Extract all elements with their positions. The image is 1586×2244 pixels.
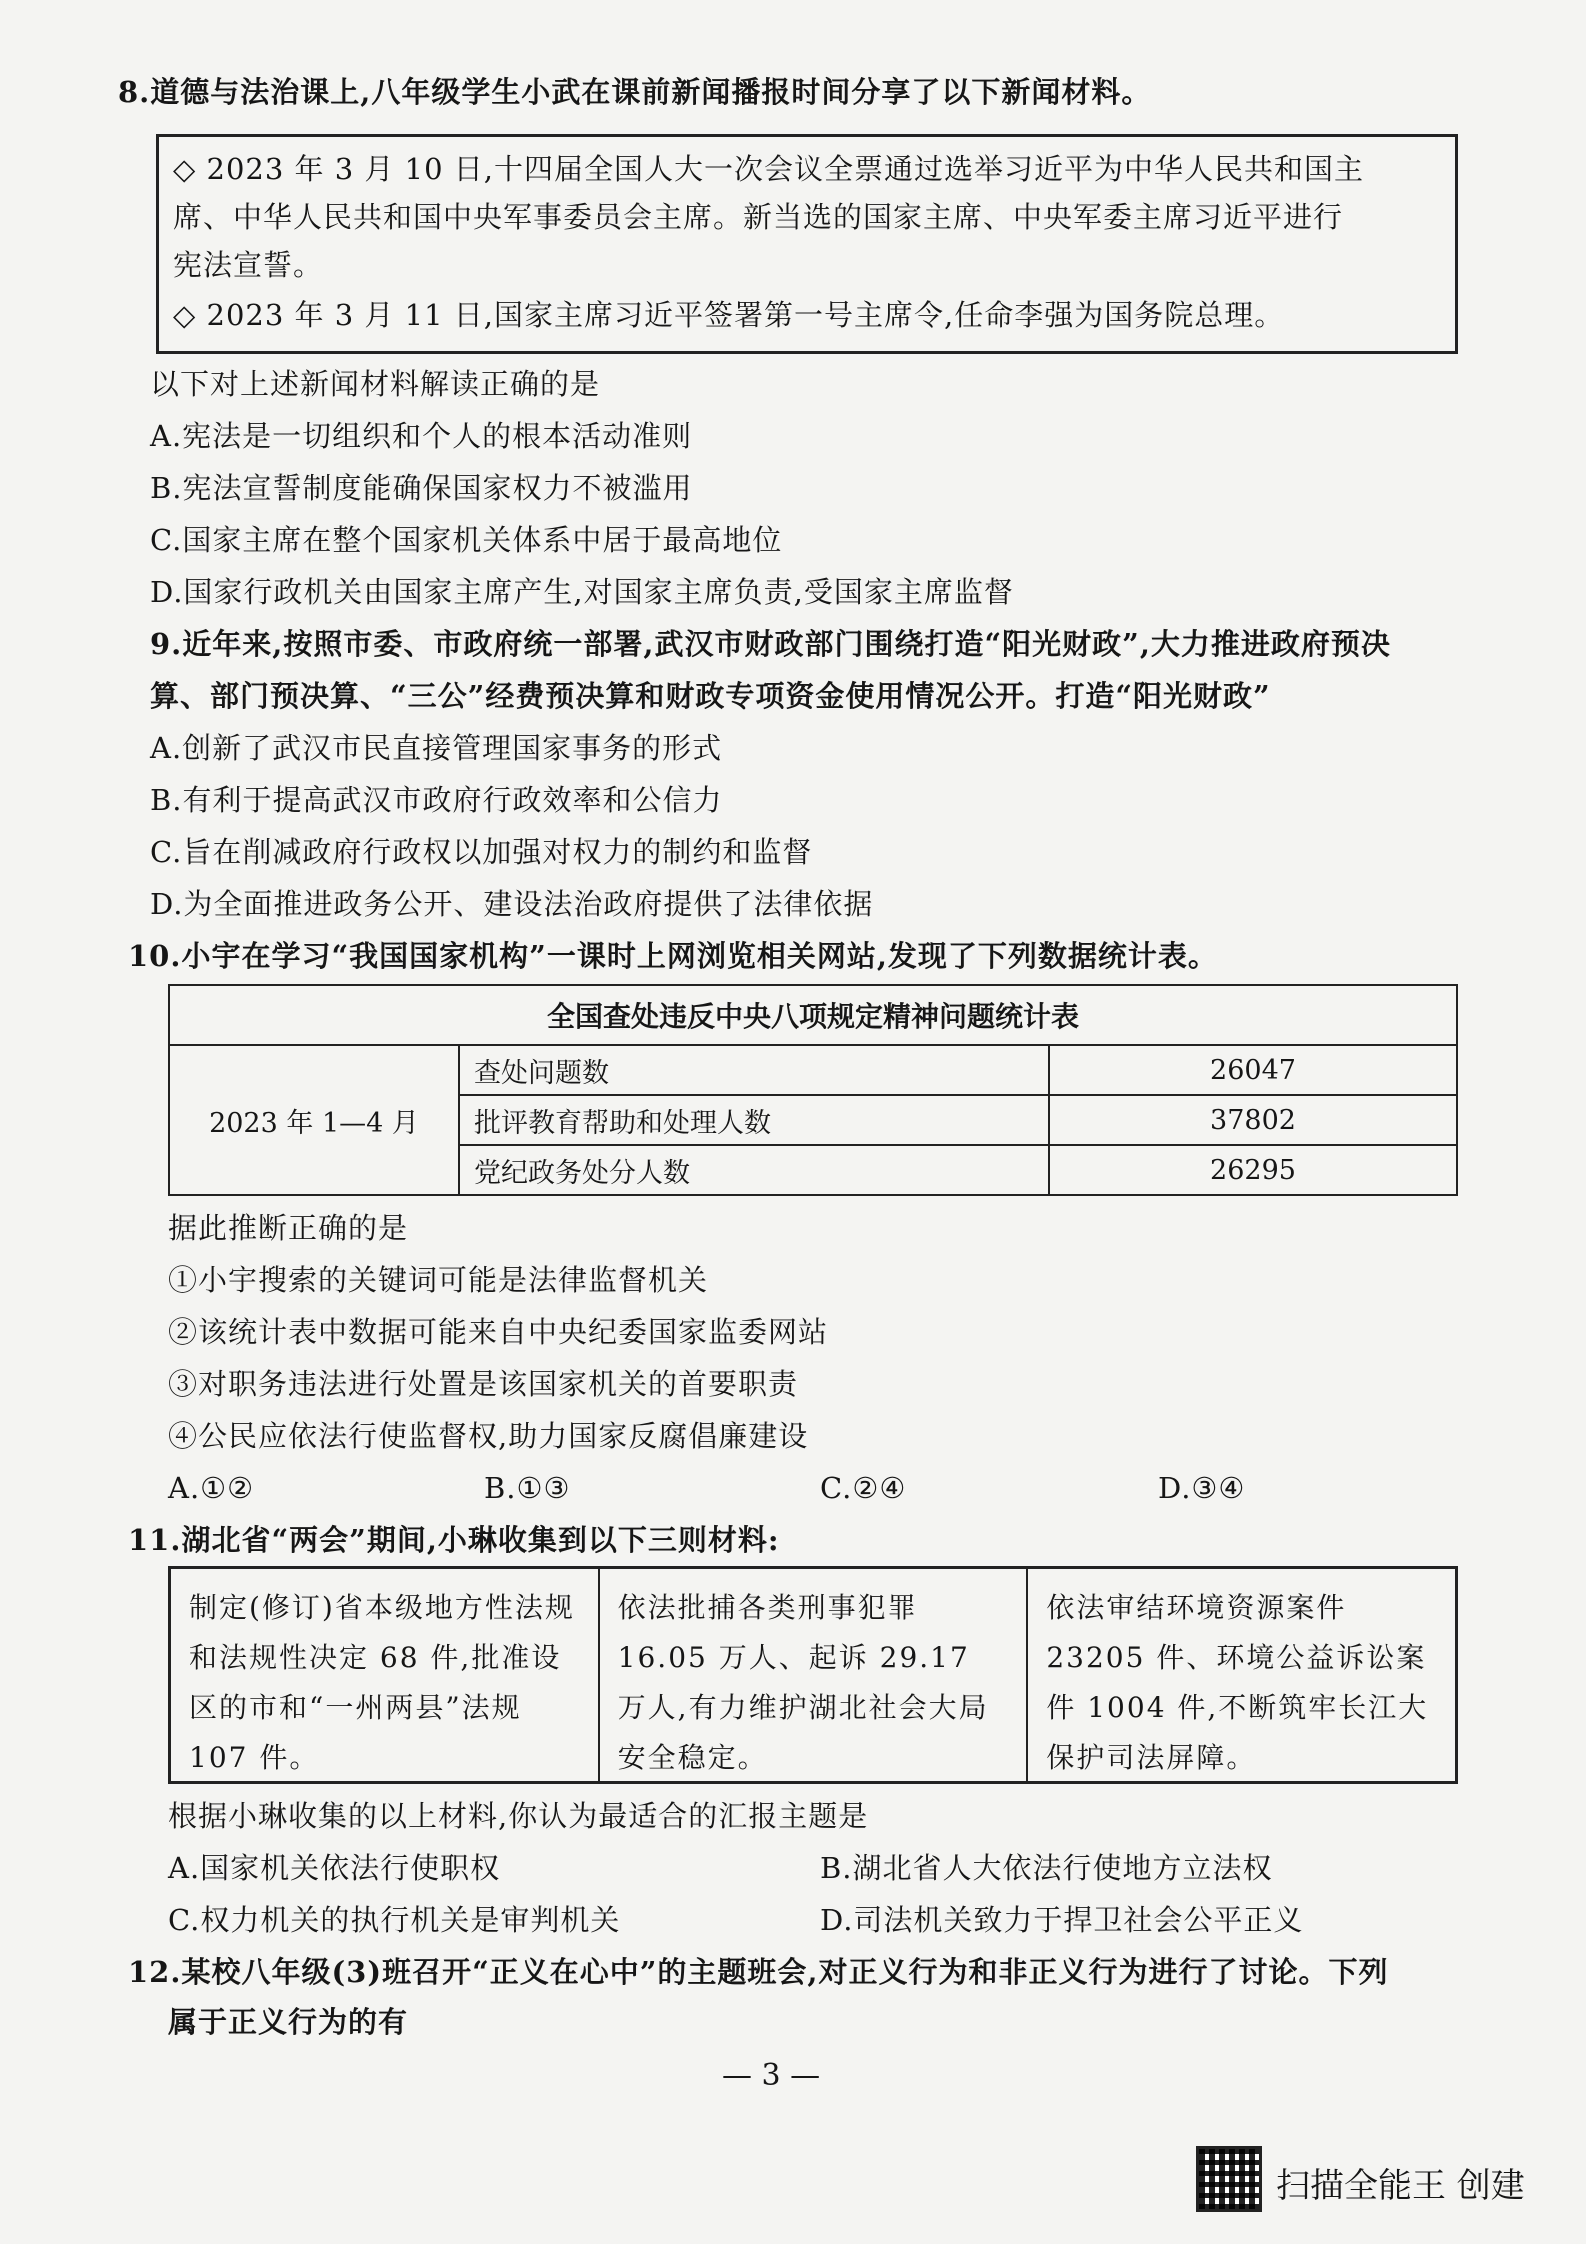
q10-choice-b: B.①③	[484, 1471, 571, 1505]
q8-news-box	[156, 134, 1458, 354]
q10-statement-1: ①小宇搜索的关键词可能是法律监督机关	[168, 1263, 709, 1297]
q8-prompt: 以下对上述新闻材料解读正确的是	[150, 367, 601, 401]
q10-row-1-label: 查处问题数	[459, 1045, 1049, 1095]
q8-news-line-4: ◇ 2023 年 3 月 11 日,国家主席习近平签署第一号主席令,任命李强为国务院总理。	[173, 298, 1285, 332]
q10-row-2-label: 批评教育帮助和处理人数	[459, 1095, 1049, 1145]
q10-statement-3: ③对职务违法进行处置是该国家机关的首要职责	[168, 1367, 799, 1401]
q11-option-a: A.国家机关依法行使职权	[168, 1851, 501, 1885]
q11-material-3: 依法审结环境资源案件 23205 件、环境公益诉讼案件 1004 件,不断筑牢长江大保护司法屏障。	[1026, 1569, 1455, 1781]
q9-option-a: A.创新了武汉市民直接管理国家事务的形式	[150, 731, 723, 765]
q9-option-d: D.为全面推进政务公开、建设法治政府提供了法律依据	[150, 887, 874, 921]
q11-materials-box	[168, 1566, 1458, 1784]
q8-option-b: B.宪法宣誓制度能确保国家权力不被滥用	[150, 471, 693, 505]
q9-option-c: C.旨在削减政府行政权以加强对权力的制约和监督	[150, 835, 813, 869]
q10-choice-a: A.①②	[168, 1471, 255, 1505]
q10-stem: 10.小宇在学习“我国国家机构”一课时上网浏览相关网站,发现了下列数据统计表。	[128, 939, 1218, 973]
q11-option-c: C.权力机关的执行机关是审判机关	[168, 1903, 621, 1937]
q8-option-a: A.宪法是一切组织和个人的根本活动准则	[150, 419, 693, 453]
q9-option-b: B.有利于提高武汉市政府行政效率和公信力	[150, 783, 723, 817]
q8-stem: 8.道德与法治课上,八年级学生小武在课前新闻播报时间分享了以下新闻材料。	[118, 75, 1152, 109]
q10-row-3-value: 26295	[1049, 1145, 1457, 1195]
page-number: — 3 —	[722, 2058, 821, 2093]
q8-news-line-2: 席、中华人民共和国中央军事委员会主席。新当选的国家主席、中央军委主席习近平进行	[173, 200, 1344, 234]
q10-period: 2023 年 1—4 月	[169, 1045, 459, 1195]
q10-table-title: 全国查处违反中央八项规定精神问题统计表	[169, 985, 1457, 1045]
q11-stem: 11.湖北省“两会”期间,小琳收集到以下三则材料:	[128, 1523, 780, 1557]
q10-choice-d: D.③④	[1158, 1471, 1246, 1505]
q8-news-line-1: ◇ 2023 年 3 月 10 日,十四届全国人大一次会议全票通过选举习近平为中华人民共和国主	[173, 152, 1364, 186]
q11-option-b: B.湖北省人大依法行使地方立法权	[820, 1851, 1273, 1885]
q8-news-line-3: 宪法宣誓。	[173, 248, 324, 282]
q10-stats-table	[168, 984, 1458, 1196]
q9-stem-line-2: 算、部门预决算、“三公”经费预决算和财政专项资金使用情况公开。打造“阳光财政”	[150, 679, 1271, 713]
q10-prompt: 据此推断正确的是	[168, 1211, 409, 1245]
q10-choice-c: C.②④	[820, 1471, 907, 1505]
q11-option-d: D.司法机关致力于捍卫社会公平正义	[820, 1903, 1304, 1937]
qr-code-icon	[1196, 2146, 1262, 2212]
q12-stem-line-2: 属于正义行为的有	[168, 2005, 409, 2039]
q10-row-1-value: 26047	[1049, 1045, 1457, 1095]
q10-statement-2: ②该统计表中数据可能来自中央纪委国家监委网站	[168, 1315, 829, 1349]
q10-statement-4: ④公民应依法行使监督权,助力国家反腐倡廉建设	[168, 1419, 809, 1453]
q10-row-2-value: 37802	[1049, 1095, 1457, 1145]
q8-option-d: D.国家行政机关由国家主席产生,对国家主席负责,受国家主席监督	[150, 575, 1014, 609]
q8-option-c: C.国家主席在整个国家机关体系中居于最高地位	[150, 523, 783, 557]
q11-material-1: 制定(修订)省本级地方性法规和法规性决定 68 件,批准设区的市和“一州两县”法规 107 件。	[189, 1591, 575, 1774]
q10-row-3-label: 党纪政务处分人数	[459, 1145, 1049, 1195]
q11-prompt: 根据小琳收集的以上材料,你认为最适合的汇报主题是	[168, 1799, 869, 1833]
scanner-watermark: 扫描全能王 创建	[1276, 2166, 1525, 2206]
q9-stem-line-1: 9.近年来,按照市委、市政府统一部署,武汉市财政部门围绕打造“阳光财政”,大力推进政府预决	[150, 627, 1391, 661]
q12-stem-line-1: 12.某校八年级(3)班召开“正义在心中”的主题班会,对正义行为和非正义行为进行了讨论。下列	[128, 1955, 1389, 1989]
q11-material-2: 依法批捕各类刑事犯罪 16.05 万人、起诉 29.17 万人,有力维护湖北社会大局安全稳定。	[598, 1569, 1027, 1781]
